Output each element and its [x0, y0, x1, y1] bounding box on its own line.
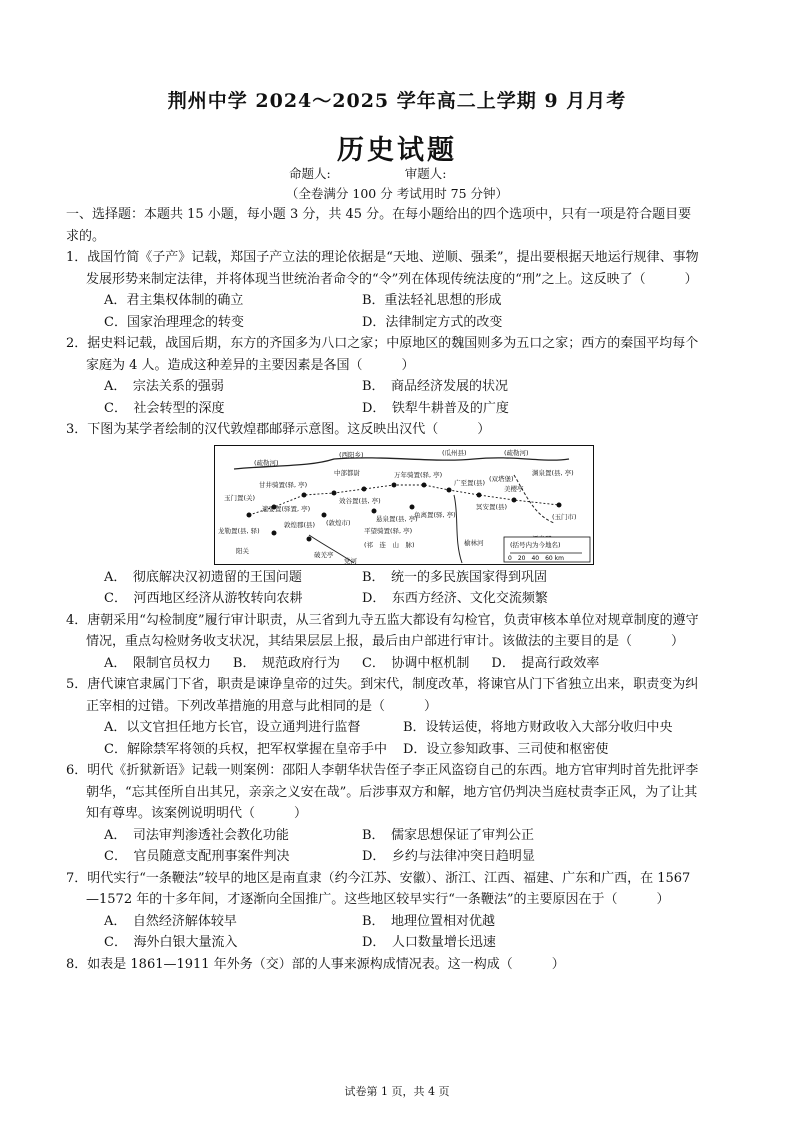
option-d[interactable]: D． 铁犁牛耕普及的广度 — [362, 400, 509, 416]
subject-title: 历史试题 — [337, 135, 457, 166]
authors-line — [289, 164, 446, 182]
map-label: 广至置(县) — [454, 478, 486, 487]
map-label: 中部都尉 — [334, 468, 360, 477]
exam-title: 荆州中学 2024～2025 学年高二上学期 9 月月考 — [167, 90, 627, 112]
option-a[interactable]: A． 自然经济解体较早 — [104, 913, 237, 929]
map-label: 鱼离置(驿, 亭) — [414, 510, 456, 519]
map-label: 阳关 — [236, 546, 249, 555]
option-d[interactable]: D．设立参知政事、三司使和枢密使 — [403, 741, 609, 757]
section-heading: 一、选择题：本题共 15 小题，每小题 3 分，共 45 分。在每小题给出的四个选项中，只有一项是符合题目要求的。 — [66, 207, 692, 244]
scale-bar-label: 0 20 40 60 km — [508, 554, 564, 562]
exam-info: （全卷满分 100 分 考试用时 75 分钟） — [285, 186, 509, 201]
question-stem: 7．明代实行“一条鞭法”较早的地区是南直隶（约今江苏、安徽）、浙江、江西、福建、广东和广西，在 1567—1572 年的十多年间，才逐渐向全国推广。这些地区较早实行“一条鞭法”的主要原因在于（ ） — [66, 870, 691, 907]
map-label: (祁 连 山 脉) — [364, 540, 415, 549]
option-b[interactable]: B． 地理位置相对优越 — [362, 913, 496, 929]
option-d[interactable]: D． 人口数量增长迅速 — [362, 935, 496, 950]
options — [104, 653, 702, 675]
option-a[interactable]: A． 彻底解决汉初遗留的王国问题 — [104, 569, 302, 585]
map-label: 冥安置(县) — [476, 502, 508, 511]
option-c[interactable]: C． 社会转型的深度 — [104, 400, 225, 416]
option-c[interactable]: C．解除禁军将领的兵权，把军权掌握在皇帝手中 — [104, 741, 387, 757]
question-5 — [66, 674, 702, 760]
map-label: 党河 — [344, 556, 357, 565]
map-label: 渊泉置(县, 亭) — [532, 468, 574, 477]
question-stem: 5．唐代谏官隶属门下省，职责是谏诤皇帝的过失。到宋代，制度改革，将谏官从门下省独立出来，职责变为纠正宰相的过错。下列改革措施的用意与此相同的是（ ） — [66, 677, 699, 714]
dunhuang-postal-map — [214, 445, 594, 565]
setter-label: 命题人: — [289, 166, 331, 181]
question-stem: 2．据史料记载，战国后期，东方的齐国多为八口之家；中原地区的魏国则多为五口之家；西方的秦国平均每个家庭为 4 人。造成这种差异的主要因素是各国（ ） — [66, 336, 699, 373]
option-a[interactable]: A． 司法审判渗透社会教化功能 — [104, 827, 289, 843]
map-label: (玉门市) — [552, 512, 577, 521]
question-7 — [66, 868, 702, 954]
map-label: 甘井骑置(驿, 亭) — [259, 480, 308, 489]
option-a[interactable]: A．君主集权体制的确立 — [104, 293, 244, 308]
map-label: 效谷置(县, 亭) — [339, 496, 381, 505]
option-a[interactable]: A． 限制官员权力 — [104, 655, 211, 671]
option-c[interactable]: C． 海外白银大量流入 — [104, 935, 238, 950]
map-label: (疏勒河) — [254, 458, 279, 467]
option-b[interactable]: B． 统一的多民族国家得到巩固 — [362, 569, 548, 585]
option-d[interactable]: D． 东西方经济、文化交流频繁 — [362, 591, 548, 606]
question-stem: 3．下图为某学者绘制的汉代敦煌郡邮驿示意图。这反映出汉代（ ） — [66, 422, 491, 437]
map-label: 平望骑置(驿, 亭) — [364, 526, 413, 535]
question-stem: 1．战国竹简《子产》记载，郑国子产立法的理论依据是“天地、逆顺、强柔”，提出要根据天地运行规律、事物发展形势来制定法律，并将体现当世统治者命令的“令”列在体现传统法度的“刑”之上。这反映了（ ） — [66, 250, 699, 287]
map-label: 悬泉置(县, 亭) — [376, 514, 418, 523]
map-label: 龙勒置(县, 驿) — [218, 526, 260, 535]
map-label: 玉门置(关) — [224, 493, 256, 502]
legend-note: (括号内为今地名) — [510, 540, 561, 549]
option-b[interactable]: B．重法轻礼思想的形成 — [362, 293, 502, 308]
question-4 — [66, 610, 702, 675]
map-label: (双塔堡) — [489, 474, 514, 483]
map-label: (瓜州县) — [442, 448, 467, 457]
question-stem: 8．如表是 1861—1911 年外务（交）部的人事来源构成情况表。这一构成（ ） — [66, 956, 565, 972]
question-stem: 6．明代《折狱新语》记载一则案例：邵阳人李朝华状告侄子李正风盗窃自己的东西。地方官审判时首先批评李朝华，“忘其侄所自出其兄，亲亲之义安在哉”。后涉事双方和解，地方官仍判决当庭杖责李正风，为了让其知有尊卑。该案例说明明代（ ） — [66, 763, 699, 821]
option-b[interactable]: B．设转运使，将地方财政收入大部分收归中央 — [403, 720, 673, 735]
options — [104, 825, 702, 868]
option-c[interactable]: C． 官员随意支配刑事案件判决 — [104, 849, 290, 864]
page-footer: 试卷第 1 页，共 4 页 — [344, 1085, 450, 1098]
map-label: (西阳乡) — [339, 450, 364, 459]
question-1 — [66, 247, 702, 333]
exam-body — [66, 204, 702, 975]
option-b[interactable]: B． 规范政府行为 — [232, 655, 340, 671]
option-a[interactable]: A． 宗法关系的强弱 — [104, 379, 224, 394]
option-b[interactable]: B． 儒家思想保证了审判公正 — [362, 827, 535, 843]
map-label: 万年骑置(驿, 亭) — [394, 470, 443, 479]
question-8 — [66, 954, 702, 976]
option-a[interactable]: A．以文官担任地方长官，设立通判进行监督 — [104, 720, 361, 735]
options — [104, 567, 702, 610]
options — [104, 717, 702, 760]
question-6 — [66, 760, 702, 868]
question-3 — [66, 419, 702, 610]
map-label: (敦煌市) — [326, 518, 351, 527]
map-label: (疏勒河) — [504, 448, 529, 457]
option-b[interactable]: B． 商品经济发展的状况 — [362, 379, 509, 394]
option-d[interactable]: D．法律制定方式的改变 — [362, 314, 503, 330]
map-label: 破羌亭 — [314, 550, 334, 559]
question-stem: 4．唐朝采用“勾检制度”履行审计职责，从三省到九寺五监大都设有勾检官，负责审核本单位对规章制度的遵守情况，重点勾检财务收支状况，其结果层层上报，最后由户部进行审计。该做法的主要目的是（ ） — [66, 612, 699, 649]
option-c[interactable]: C．国家治理理念的转变 — [104, 314, 244, 330]
map-label: 榆林河 — [464, 538, 484, 547]
option-c[interactable]: C． 河西地区经济从游牧转向农耕 — [104, 591, 303, 606]
map-svg — [214, 445, 594, 565]
question-2 — [66, 333, 702, 419]
option-c[interactable]: C． 协调中枢机制 — [361, 655, 470, 671]
options — [104, 290, 702, 333]
map-label: 敦煌郡(县) — [284, 520, 316, 529]
reviewer-label: 审题人: — [404, 166, 447, 181]
options — [104, 376, 702, 419]
option-d[interactable]: D． 提高行政效率 — [491, 655, 600, 671]
option-d[interactable]: D． 乡约与法律冲突日趋明显 — [362, 849, 535, 864]
options — [104, 911, 702, 954]
map-label: 美樱亭 — [504, 484, 524, 493]
map-label: 遮要置(驿置, 亭) — [262, 504, 311, 513]
